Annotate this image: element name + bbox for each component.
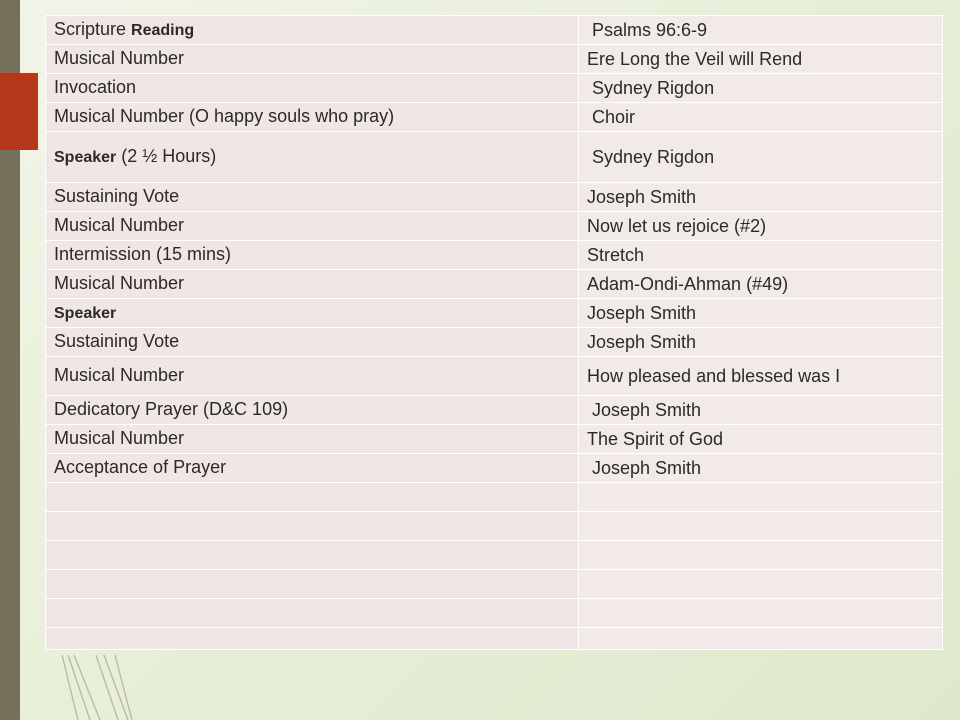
program-item-cell xyxy=(46,132,579,183)
performer-label: Joseph Smith xyxy=(587,458,702,478)
performer-cell xyxy=(579,103,943,132)
performer-cell xyxy=(579,241,943,270)
table-row xyxy=(46,483,943,512)
table-row xyxy=(46,45,943,74)
program-item-cell xyxy=(46,183,579,212)
item-label-suffix: (2 ½ Hours) xyxy=(116,146,217,166)
item-label: Musical Number xyxy=(54,428,185,448)
accent-square xyxy=(0,73,38,150)
table-row xyxy=(46,628,943,650)
program-item-cell xyxy=(46,628,579,650)
performer-cell xyxy=(579,45,943,74)
program-item-cell xyxy=(46,512,579,541)
table-row xyxy=(46,357,943,396)
program-item-cell xyxy=(46,103,579,132)
performer-cell xyxy=(579,628,943,650)
performer-label: Adam-Ondi-Ahman (#49) xyxy=(587,274,789,294)
table-row xyxy=(46,396,943,425)
item-label: Scripture xyxy=(54,19,132,39)
program-item-cell xyxy=(46,212,579,241)
table-row xyxy=(46,74,943,103)
performer-cell xyxy=(579,570,943,599)
performer-cell xyxy=(579,212,943,241)
item-label: Invocation xyxy=(54,77,137,97)
performer-label: Now let us rejoice (#2) xyxy=(587,216,767,236)
program-item-cell xyxy=(46,74,579,103)
item-label-bold: Speaker xyxy=(54,305,117,322)
item-label-bold: Reading xyxy=(131,22,195,39)
program-item-cell xyxy=(46,270,579,299)
performer-label: Joseph Smith xyxy=(587,400,702,420)
item-label: Musical Number xyxy=(54,48,185,68)
performer-label: Sydney Rigdon xyxy=(587,147,715,167)
performer-label: Choir xyxy=(587,107,636,127)
program-item-cell xyxy=(46,454,579,483)
table-row xyxy=(46,299,943,328)
table-row xyxy=(46,103,943,132)
program-item-cell xyxy=(46,299,579,328)
program-item-cell xyxy=(46,425,579,454)
item-label: Sustaining Vote xyxy=(54,331,180,351)
item-label-bold: Speaker xyxy=(54,149,117,166)
performer-label: Joseph Smith xyxy=(587,187,697,207)
performer-label: Psalms 96:6-9 xyxy=(587,20,708,40)
item-label: Sustaining Vote xyxy=(54,186,180,206)
program-item-cell xyxy=(46,45,579,74)
performer-cell xyxy=(579,425,943,454)
performer-cell xyxy=(579,357,943,396)
performer-cell xyxy=(579,299,943,328)
table-row xyxy=(46,570,943,599)
program-item-cell xyxy=(46,483,579,512)
performer-label: Stretch xyxy=(587,245,645,265)
item-label: Intermission (15 mins) xyxy=(54,244,232,264)
performer-cell xyxy=(579,183,943,212)
item-label: Musical Number xyxy=(54,365,185,385)
program-item-cell xyxy=(46,357,579,396)
program-item-cell xyxy=(46,599,579,628)
table-row xyxy=(46,328,943,357)
table-row xyxy=(46,270,943,299)
program-item-cell xyxy=(46,328,579,357)
item-label: Acceptance of Prayer xyxy=(54,457,227,477)
table-row xyxy=(46,212,943,241)
table-row xyxy=(46,132,943,183)
performer-cell xyxy=(579,132,943,183)
performer-label: Ere Long the Veil will Rend xyxy=(587,49,803,69)
table-row xyxy=(46,599,943,628)
performer-label: How pleased and blessed was I xyxy=(587,366,841,386)
performer-cell xyxy=(579,16,943,45)
table-row xyxy=(46,183,943,212)
performer-cell xyxy=(579,454,943,483)
item-label: Dedicatory Prayer (D&C 109) xyxy=(54,399,289,419)
performer-cell xyxy=(579,599,943,628)
performer-label: The Spirit of God xyxy=(587,429,724,449)
table-row xyxy=(46,241,943,270)
program-table xyxy=(45,15,943,650)
performer-cell xyxy=(579,396,943,425)
performer-cell xyxy=(579,270,943,299)
table-row xyxy=(46,512,943,541)
performer-label: Joseph Smith xyxy=(587,332,697,352)
program-item-cell xyxy=(46,541,579,570)
performer-label: Joseph Smith xyxy=(587,303,697,323)
program-item-cell xyxy=(46,396,579,425)
performer-cell xyxy=(579,483,943,512)
performer-cell xyxy=(579,328,943,357)
table-row xyxy=(46,454,943,483)
program-item-cell xyxy=(46,241,579,270)
table-row xyxy=(46,425,943,454)
item-label: Musical Number xyxy=(54,215,185,235)
item-label: Musical Number xyxy=(54,273,185,293)
table-row xyxy=(46,16,943,45)
performer-cell xyxy=(579,74,943,103)
performer-label: Sydney Rigdon xyxy=(587,78,715,98)
item-label: Musical Number (O happy souls who pray) xyxy=(54,106,395,126)
table-row xyxy=(46,541,943,570)
program-item-cell xyxy=(46,16,579,45)
program-item-cell xyxy=(46,570,579,599)
performer-cell xyxy=(579,541,943,570)
performer-cell xyxy=(579,512,943,541)
